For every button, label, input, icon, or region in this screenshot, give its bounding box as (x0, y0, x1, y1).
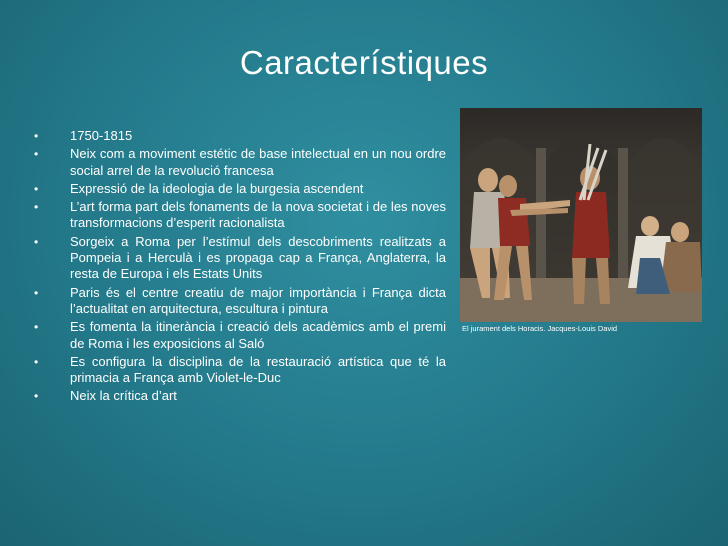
bullet-icon: • (34, 285, 39, 300)
bullet-text: 1750-1815 (70, 128, 133, 143)
bullet-icon: • (34, 234, 39, 249)
bullet-icon: • (34, 320, 39, 335)
bullet-text: Expressió de la ideologia de la burgesia ascendent (70, 180, 364, 196)
painting-illustration (460, 108, 702, 322)
list-item (34, 354, 446, 387)
bullet-icon: • (34, 181, 39, 196)
list-item (34, 285, 446, 318)
image-caption: El jurament dels Horacis. Jacques-Louis David (462, 324, 618, 333)
list-item (34, 199, 446, 232)
bullet-text: Neix la crítica d’art (70, 388, 177, 404)
list-item (34, 128, 446, 144)
list-item (34, 181, 446, 197)
bullet-icon: • (34, 354, 39, 369)
bullet-text: L’art forma part dels fonaments de la nova societat i de les noves transformacions d’esperit racionalista (70, 199, 446, 231)
list-item (34, 319, 446, 352)
bullet-text: Sorgeix a Roma per l’estímul dels descobriments realitzats a Pompeia i a Herculà i es propaga cap a França, Anglaterra, la resta de Europa i els Estats Units (70, 233, 446, 282)
bullet-text: Paris és el centre creatiu de major importància i França dicta l’actualitat en arquitectura, escultura i pintura (70, 284, 446, 316)
slide-title: Característiques (239, 44, 489, 81)
bullet-text: Es configura la disciplina de la restauració artística que té la primacia a França amb Violet-le-Duc (70, 353, 446, 386)
bullet-text: Neix com a moviment estétic de base intelectual en un nou ordre social arrel de la revolució francesa (70, 146, 446, 178)
list-item (34, 234, 446, 283)
bullet-text: Es fomenta la itinerància i creació dels acadèmics amb el premi de Roma i les exposicions al Saló (70, 319, 446, 351)
painting-image (460, 108, 702, 322)
bullet-icon: • (34, 200, 39, 215)
bullet-icon: • (34, 389, 39, 404)
list-item (34, 146, 446, 179)
list-item (34, 388, 446, 404)
bullet-list (34, 128, 446, 407)
bullet-icon: • (34, 129, 39, 143)
bullet-icon: • (34, 147, 39, 162)
